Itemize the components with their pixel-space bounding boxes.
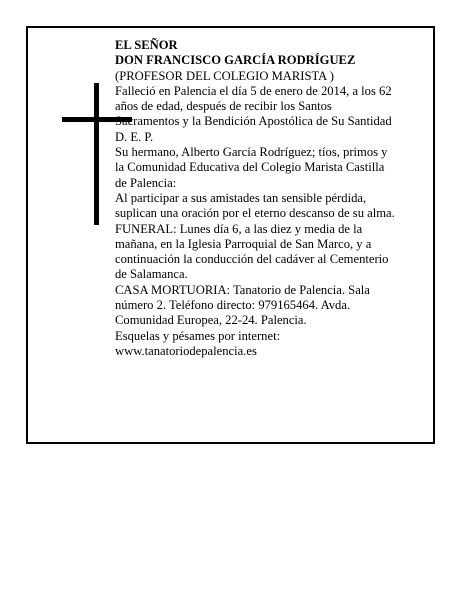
notice-line: mañana, en la Iglesia Parroquial de San Marco, y a: [115, 236, 372, 251]
notice-line: años de edad, después de recibir los Santos: [115, 99, 332, 114]
notice-line: de Salamanca.: [115, 267, 188, 282]
notice-line: Falleció en Palencia el día 5 de enero de 2014, a los 62: [115, 83, 392, 98]
notice-line: Al participar a sus amistades tan sensible pérdida,: [115, 190, 367, 205]
notice-line: continuación la conducción del cadáver al Cementerio: [115, 252, 389, 267]
notice-title: EL SEÑOR: [115, 38, 178, 52]
notice-line: D. E. P.: [115, 129, 154, 144]
notice-line: Esquelas y pésames por internet:: [115, 328, 281, 343]
deceased-role: (PROFESOR DEL COLEGIO MARISTA ): [115, 68, 334, 83]
obituary-text: [115, 38, 395, 359]
notice-line: CASA MORTUORIA: Tanatorio de Palencia. Sala: [115, 282, 370, 297]
website-link-text: www.tanatoriodepalencia.es: [115, 343, 257, 358]
deceased-name: DON FRANCISCO GARCÍA RODRÍGUEZ: [115, 53, 356, 68]
notice-line: FUNERAL: Lunes día 6, a las diez y media de la: [115, 221, 363, 236]
cross-vertical-bar: [94, 83, 99, 225]
notice-line: de Palencia:: [115, 175, 177, 190]
notice-line: número 2. Teléfono directo: 979165464. Avda.: [115, 298, 351, 313]
notice-line: Sacramentos y la Bendición Apostólica de Su Santidad: [115, 114, 392, 129]
notice-line: Su hermano, Alberto García Rodríguez; tíos, primos y: [115, 145, 388, 160]
notice-line: suplican una oración por el eterno descanso de su alma.: [115, 206, 395, 221]
notice-line: la Comunidad Educativa del Colegio Marista Castilla: [115, 160, 385, 175]
notice-line: Comunidad Europea, 22-24. Palencia.: [115, 313, 307, 328]
